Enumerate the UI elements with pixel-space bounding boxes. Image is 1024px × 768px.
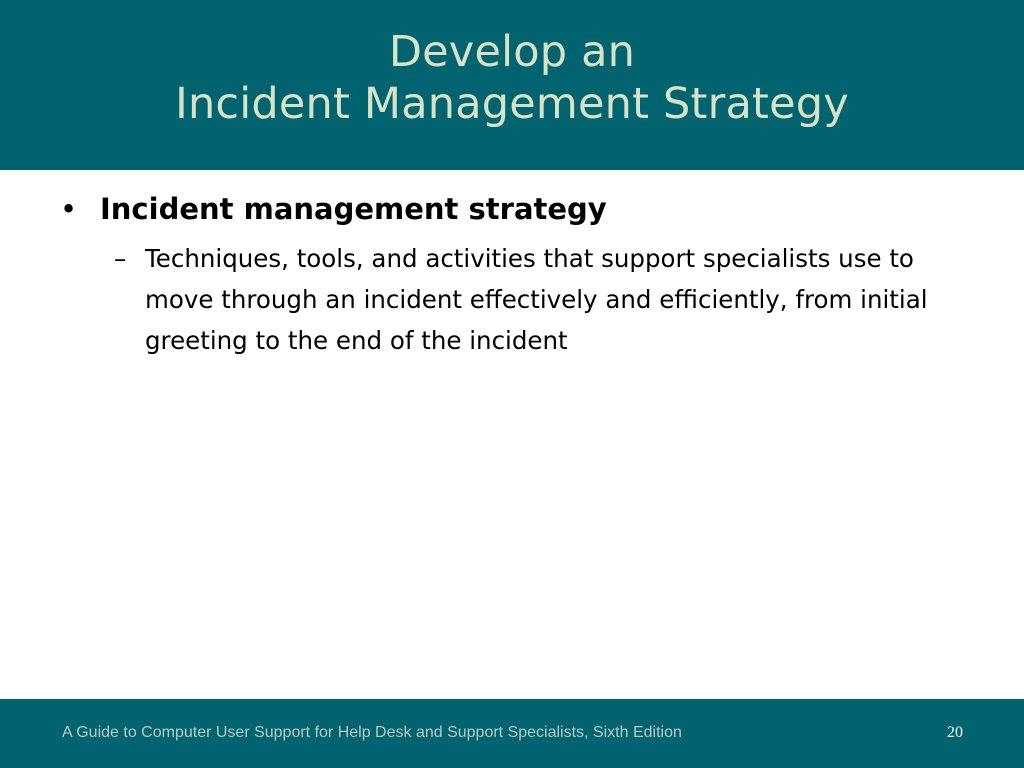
- slide-title-line-1: Develop an: [388, 27, 636, 77]
- slide-title: [0, 26, 1024, 130]
- sub-bullet-text: Techniques, tools, and activities that support specialists use to move through an incident effectively and efficiently, from initial greeting to the end of the incident: [145, 244, 928, 355]
- sub-bullet-item: [114, 238, 988, 361]
- dash-icon: –: [114, 244, 127, 273]
- bullet-item: [58, 188, 988, 230]
- page-number: 20: [947, 724, 963, 741]
- footer-text: A Guide to Computer User Support for Help Desk and Support Specialists, Sixth Edition: [62, 724, 682, 741]
- slide-title-line-2: Incident Management Strategy: [175, 79, 849, 129]
- slide-content: [58, 188, 988, 361]
- bullet-icon: •: [60, 192, 78, 226]
- bullet-heading: Incident management strategy: [100, 192, 607, 226]
